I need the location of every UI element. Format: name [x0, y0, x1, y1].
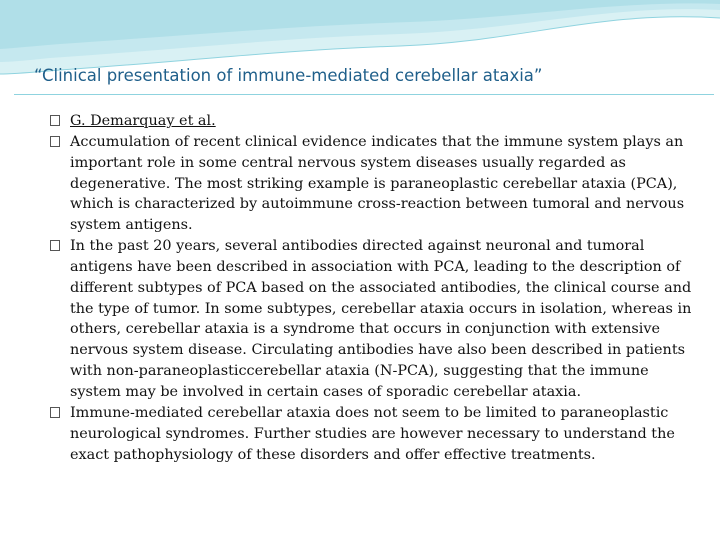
bullet-text: Accumulation of recent clinical evidence indicates that the immune system plays an important role in some central nervous system diseases usually regarded as degenerative. The most striking example is paraneoplastic cerebellar ataxia (PCA), which is characterized by autoimmune cross-reaction between tumoral and nervous system antigens.	[70, 133, 685, 234]
bullet-text: Immune-mediated cerebellar ataxia does not seem to be limited to paraneoplastic neurological syndromes. Further studies are however necessary to understand the exact pathophysiology of these disorders and offer effective treatments.	[70, 404, 675, 463]
bullet-box-icon	[50, 136, 60, 147]
title-divider	[14, 94, 714, 95]
bullet-box-icon	[50, 115, 60, 126]
bullet-item	[50, 236, 695, 403]
slide-title: “Clinical presentation of immune-mediated cerebellar ataxia”	[34, 66, 543, 85]
bullet-box-icon	[50, 240, 60, 251]
bullet-item	[50, 132, 695, 236]
bullet-box-icon	[50, 407, 60, 418]
bullet-text: In the past 20 years, several antibodies directed against neuronal and tumoral antigens have been described in association with PCA, leading to the description of different subtypes of PCA based on the associated antibodies, the clinical course and the type of tumor. In some subtypes, cerebellar ataxia occurs in isolation, whereas in others, cerebellar ataxia is a syndrome that occurs in conjunction with extensive nervous system disease. Circulating antibodies have also been described in patients with non-paraneoplasticcerebellar ataxia (N-PCA), suggesting that the immune system may be involved in certain cases of sporadic cerebellar ataxia.	[70, 238, 692, 400]
bullet-item	[50, 403, 695, 466]
author-citation: G. Demarquay et al.	[70, 113, 216, 129]
bullet-item	[50, 111, 695, 132]
slide-body	[50, 111, 695, 465]
